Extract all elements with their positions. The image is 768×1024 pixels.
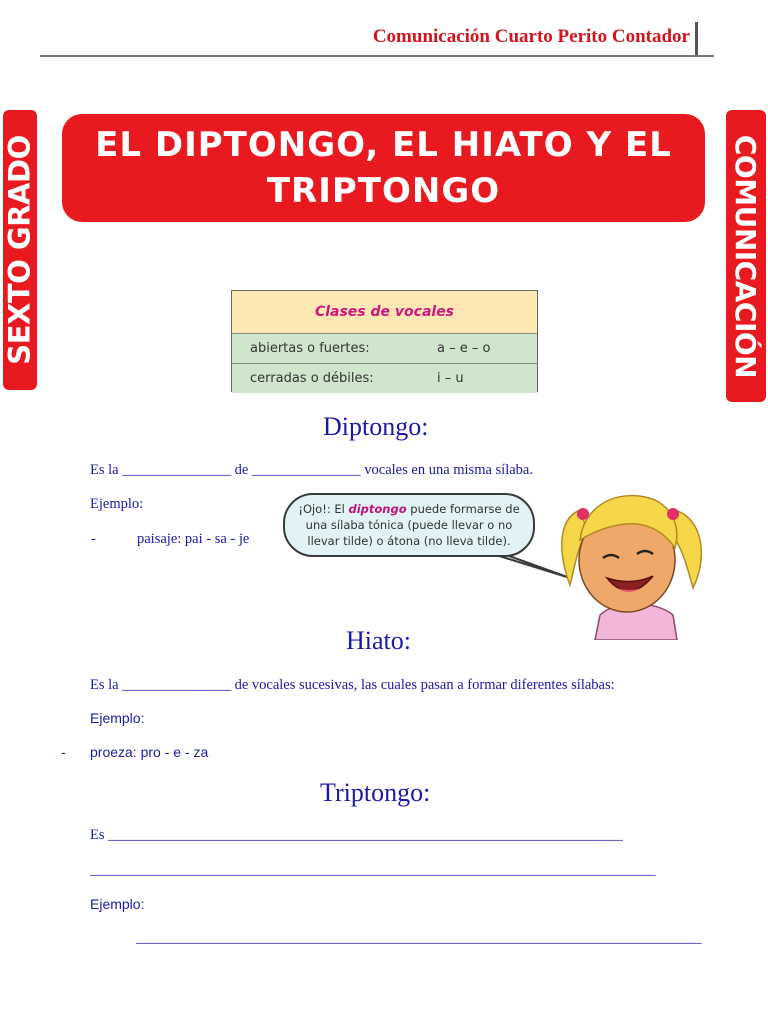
vowel-class-value: a – e – o <box>437 341 491 356</box>
hiato-example-bullet: - <box>61 744 66 760</box>
vowel-class-value: i – u <box>437 371 464 386</box>
tip-speech-bubble <box>283 493 535 557</box>
table-row <box>232 364 537 393</box>
diptongo-example: paisaje: pai - sa - je <box>137 531 250 547</box>
vowel-table-header: Clases de vocales <box>232 291 537 334</box>
triptongo-blank-line: ______________________________________________________________________________ <box>90 862 656 878</box>
diptongo-heading: Diptongo: <box>323 412 429 441</box>
header-divider <box>695 22 698 56</box>
girl-illustration <box>525 470 715 640</box>
hiato-example-label: Ejemplo: <box>90 710 145 726</box>
triptongo-definition: Es _______________________________________________________________________ <box>90 827 623 843</box>
diptongo-example-bullet: - <box>91 531 96 547</box>
subject-side-label: COMUNICACIÓN <box>729 134 763 378</box>
title-banner <box>62 114 705 222</box>
grade-side-label: SEXTO GRADO <box>3 135 38 365</box>
triptongo-example-label: Ejemplo: <box>90 896 145 912</box>
page-title: EL DIPTONGO, EL HIATO Y EL TRIPTONGO <box>95 125 672 211</box>
triptongo-example-line: ______________________________________________________________________________ <box>136 930 702 946</box>
grade-side-tab <box>3 110 37 390</box>
vowel-class-label: cerradas o débiles: <box>250 371 374 386</box>
hiato-definition: Es la _______________ de vocales sucesivas, las cuales pasan a formar diferentes sílabas: <box>90 677 615 693</box>
subject-side-tab <box>726 110 766 402</box>
diptongo-definition: Es la _______________ de _______________ vocales en una misma sílaba. <box>90 462 533 478</box>
header-course-label: Comunicación Cuarto Perito Contador <box>372 26 690 47</box>
header-rule <box>40 55 714 57</box>
tip-prefix: ¡Ojo!: El <box>298 502 349 516</box>
vowel-class-label: abiertas o fuertes: <box>250 341 370 356</box>
tip-keyword: diptongo <box>348 502 407 516</box>
diptongo-example-label: Ejemplo: <box>90 496 144 512</box>
vowel-classes-table <box>231 290 538 392</box>
triptongo-heading: Triptongo: <box>320 778 431 807</box>
hiato-heading: Hiato: <box>346 626 411 655</box>
tip-suffix: puede formarse de una sílaba tónica (puede llevar o no llevar tilde) o átona (no lleva tilde). <box>305 502 520 548</box>
hiato-example: proeza: pro - e - za <box>90 744 209 760</box>
table-row <box>232 334 537 364</box>
